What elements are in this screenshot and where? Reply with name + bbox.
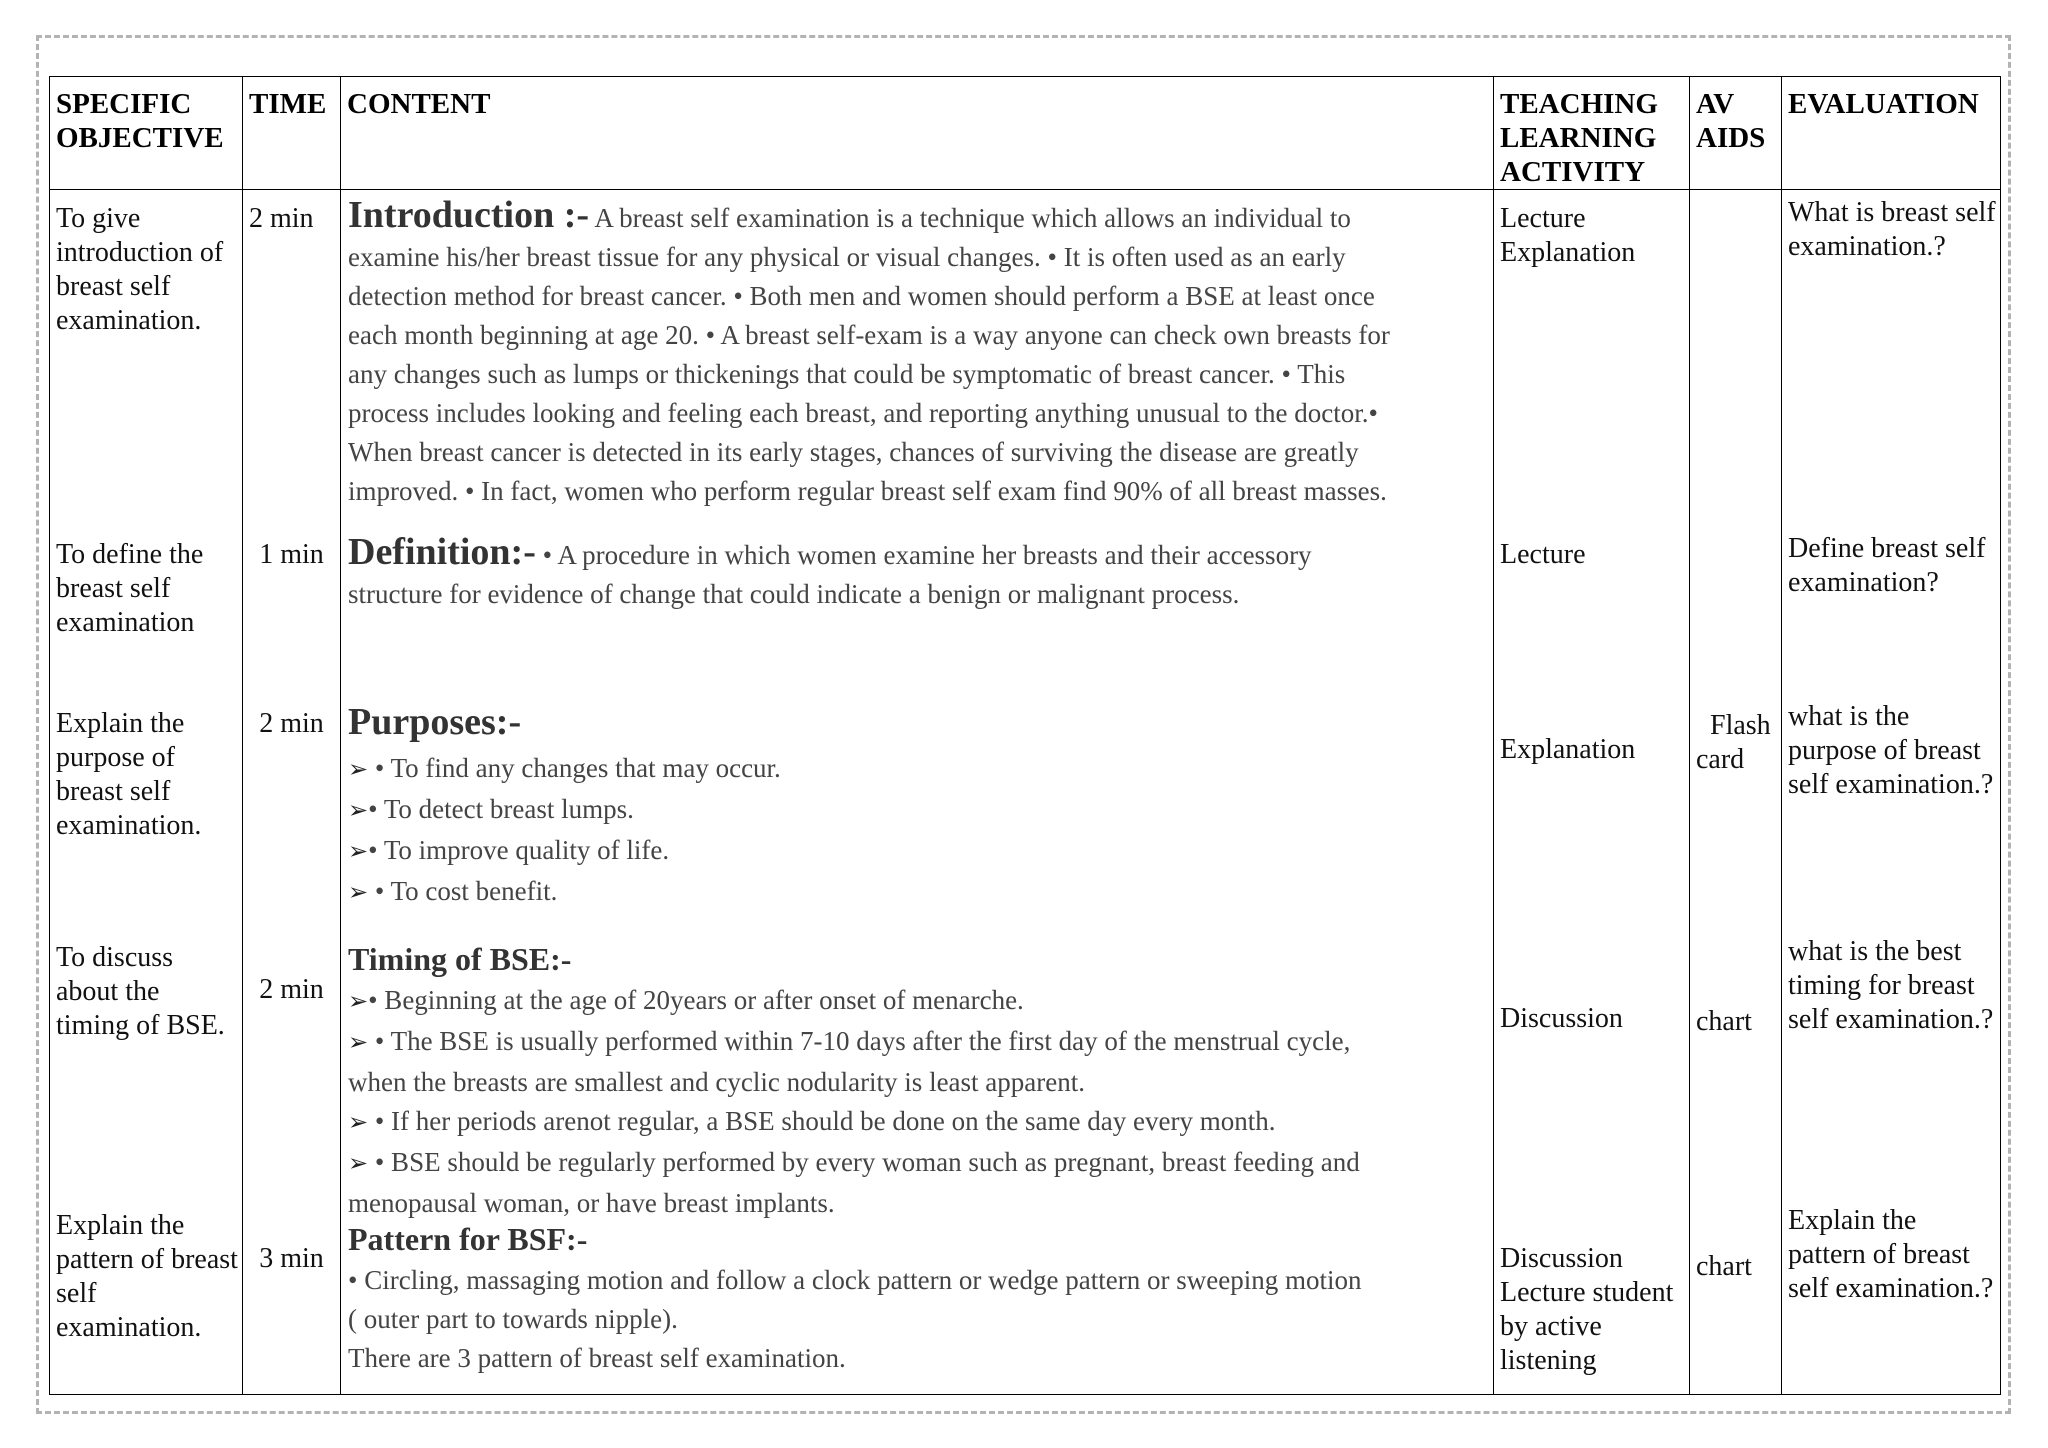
evaluation-timing: what is the best timing for breast self examination.? — [1788, 936, 1994, 1035]
objective-introduction: To give introduction of breast self examination. — [56, 203, 224, 336]
time-introduction: 2 min — [249, 203, 314, 234]
arrow-bullet-icon: ➢ — [348, 839, 369, 865]
objective-column — [50, 190, 243, 1395]
time-timing: 2 min — [259, 974, 324, 1005]
introduction-text: examine his/her breast tissue for any physical or visual changes. • It is often used as an early — [348, 242, 1346, 272]
pattern-heading: Pattern for BSF:- — [348, 1221, 588, 1257]
evaluation-purpose: what is the purpose of breast self examination.? — [1788, 701, 1994, 800]
header-teaching-learning-activity: TEACHING LEARNING ACTIVITY — [1494, 77, 1690, 190]
introduction-heading: Introduction :- — [348, 194, 590, 236]
timing-section — [348, 940, 1489, 1223]
purposes-section — [348, 698, 1489, 913]
purpose-item: ➢• To detect breast lumps. — [348, 794, 634, 824]
purpose-item: ➢ • To find any changes that may occur. — [348, 753, 781, 783]
arrow-bullet-icon: ➢ — [348, 880, 369, 906]
activity-timing: Discussion — [1500, 1003, 1623, 1034]
av-aid-timing: chart — [1696, 1006, 1752, 1037]
objective-timing: To discuss about the timing of BSE. — [56, 942, 225, 1041]
time-definition: 1 min — [259, 539, 324, 570]
definition-text: structure for evidence of change that could indicate a benign or malignant process. — [348, 579, 1240, 609]
content-column — [341, 190, 1494, 1395]
arrow-bullet-icon: ➢ — [348, 1030, 369, 1056]
lesson-plan-table — [49, 76, 2001, 1395]
introduction-text: When breast cancer is detected in its early stages, chances of surviving the disease are greatly — [348, 437, 1359, 467]
purpose-item: ➢ • To cost benefit. — [348, 876, 558, 906]
evaluation-definition: Define breast self examination? — [1788, 533, 1986, 598]
body-row — [50, 190, 2001, 1395]
timing-item: ➢ • BSE should be regularly performed by every woman such as pregnant, breast feeding and — [348, 1147, 1360, 1177]
introduction-text: process includes looking and feeling each breast, and reporting anything unusual to the doctor.• — [348, 398, 1378, 428]
av-aids-column — [1690, 190, 1782, 1395]
av-aid-purpose: Flash card — [1696, 710, 1771, 775]
evaluation-pattern: Explain the pattern of breast self examination.? — [1788, 1205, 1994, 1304]
timing-item: ➢ • The BSE is usually performed within 7-10 days after the first day of the menstrual cycle, — [348, 1026, 1351, 1056]
timing-item: ➢ • If her periods arenot regular, a BSE should be done on the same day every month. — [348, 1106, 1276, 1136]
introduction-text: detection method for breast cancer. • Both men and women should perform a BSE at least once — [348, 281, 1375, 311]
header-specific-objective: SPECIFIC OBJECTIVE — [50, 77, 243, 190]
introduction-text: each month beginning at age 20. • A breast self-exam is a way anyone can check own breasts for — [348, 320, 1390, 350]
header-evaluation: EVALUATION — [1782, 77, 2001, 190]
header-content: CONTENT — [341, 77, 1494, 190]
introduction-section — [348, 196, 1489, 511]
arrow-bullet-icon: ➢ — [348, 757, 369, 783]
timing-item: ➢• Beginning at the age of 20years or after onset of menarche. — [348, 985, 1024, 1015]
timing-item-continued: when the breasts are smallest and cyclic nodularity is least apparent. — [348, 1067, 1085, 1097]
activity-definition: Lecture — [1500, 539, 1586, 570]
av-aid-pattern: chart — [1696, 1251, 1752, 1282]
header-row — [50, 77, 2001, 190]
arrow-bullet-icon: ➢ — [348, 1110, 369, 1136]
introduction-text: improved. • In fact, women who perform regular breast self exam find 90% of all breast masses. — [348, 476, 1387, 506]
timing-item-continued: menopausal woman, or have breast implants. — [348, 1188, 835, 1218]
purpose-item: ➢• To improve quality of life. — [348, 835, 670, 865]
objective-pattern: Explain the pattern of breast self examination. — [56, 1210, 238, 1343]
evaluation-introduction: What is breast self examination.? — [1788, 197, 1996, 262]
header-time: TIME — [243, 77, 341, 190]
introduction-text: any changes such as lumps or thickenings that could be symptomatic of breast cancer. • This — [348, 359, 1346, 389]
activity-pattern: Discussion Lecture student by active listening — [1500, 1243, 1674, 1376]
header-av-aids: AV AIDS — [1690, 77, 1782, 190]
introduction-text: A breast self examination is a technique which allows an individual to — [594, 203, 1351, 233]
pattern-section — [348, 1220, 1489, 1378]
activity-introduction: Lecture Explanation — [1500, 203, 1636, 268]
pattern-text: • Circling, massaging motion and follow a clock pattern or wedge pattern or sweeping motion — [348, 1265, 1362, 1295]
arrow-bullet-icon: ➢ — [348, 989, 369, 1015]
evaluation-column — [1782, 190, 2001, 1395]
definition-section — [348, 533, 1489, 614]
arrow-bullet-icon: ➢ — [348, 1151, 369, 1177]
definition-heading: Definition:- — [348, 531, 536, 573]
time-purpose: 2 min — [259, 708, 324, 739]
pattern-text: ( outer part to towards nipple). — [348, 1304, 678, 1334]
purposes-heading: Purposes:- — [348, 701, 522, 743]
definition-text: • A procedure in which women examine her breasts and their accessory — [542, 540, 1312, 570]
activity-purpose: Explanation — [1500, 734, 1636, 765]
pattern-text: There are 3 pattern of breast self examination. — [348, 1343, 846, 1373]
objective-purpose: Explain the purpose of breast self examination. — [56, 708, 202, 841]
activity-column — [1494, 190, 1690, 1395]
objective-definition: To define the breast self examination — [56, 539, 204, 638]
arrow-bullet-icon: ➢ — [348, 798, 369, 824]
time-pattern: 3 min — [259, 1243, 324, 1274]
time-column — [243, 190, 341, 1395]
timing-heading: Timing of BSE:- — [348, 941, 572, 977]
